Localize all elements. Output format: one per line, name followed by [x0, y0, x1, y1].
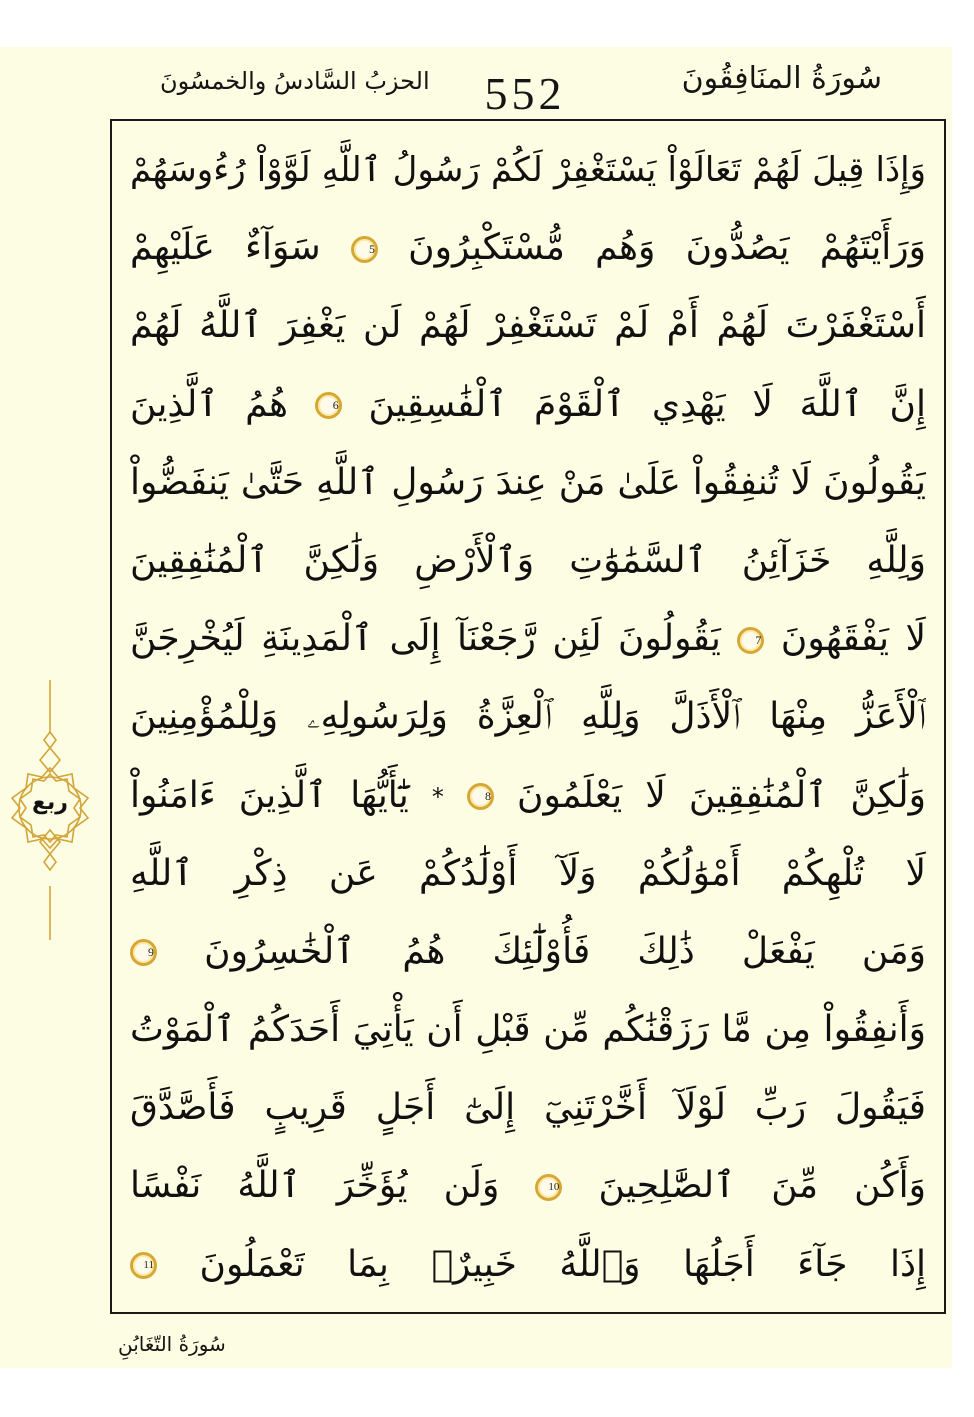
hizb-title: الحزبُ السَّادسُ والخمسُونَ [160, 67, 430, 95]
verse-number-marker: 7 [737, 627, 764, 654]
verse-number-marker: 11 [130, 1252, 157, 1279]
verse-text: يَٰٓأَيُّهَا ٱلَّذِينَ ءَامَنُواْ [130, 774, 409, 816]
verse-text: ٱلْأَعَزُّ مِنْهَا ٱلْأَذَلَّ وَلِلَّهِ ٱلْعِزَّةُ وَلِرَسُولِهِۦ وَلِلْمُؤْمِنِينَ [130, 696, 926, 738]
verse-line [130, 913, 926, 991]
verse-line [130, 757, 926, 835]
verse-text: وَرَأَيْتَهُمْ يَصُدُّونَ وَهُم مُّسْتَكْبِرُونَ [408, 227, 926, 269]
verse-number-marker: 5 [351, 236, 378, 263]
page-number: 552 [484, 68, 566, 119]
verse-line [130, 366, 926, 444]
next-surah-catchword: سُورَةُ التّغَابُنِ [118, 1332, 226, 1356]
verse-line [130, 209, 926, 287]
verse-line [130, 1069, 926, 1147]
surah-title: سُورَةُ المنَافِقُونَ [681, 61, 882, 96]
rub-label: ربع [32, 790, 68, 815]
verse-number-marker: 8 [467, 783, 494, 810]
verse-text: يَقُولُونَ لَا تُنفِقُواْ عَلَىٰ مَنْ عِندَ رَسُولِ ٱللَّهِ حَتَّىٰ يَنفَضُّواْ [130, 461, 926, 503]
verse-text: هُمُ ٱلَّذِينَ [130, 383, 289, 425]
verse-number-marker: 6 [315, 392, 342, 419]
verse-text: إِنَّ ٱللَّهَ لَا يَهْدِي ٱلْقَوْمَ ٱلْفَٰسِقِينَ [368, 383, 926, 425]
verse-line [130, 678, 926, 756]
verse-text: أَسْتَغْفَرْتَ لَهُمْ أَمْ لَمْ تَسْتَغْفِرْ لَهُمْ لَن يَغْفِرَ ٱللَّهُ لَهُمْ [130, 305, 926, 347]
text-frame [110, 119, 946, 1314]
verse-number-marker: 9 [130, 939, 157, 966]
verse-text: وَأَكُن مِّنَ ٱلصَّٰلِحِينَ [598, 1165, 926, 1207]
verse-lines [130, 131, 926, 1298]
mushaf-page [0, 47, 952, 1368]
verse-text: يَقُولُونَ لَئِن رَّجَعْنَآ إِلَى ٱلْمَدِينَةِ لَيُخْرِجَنَّ [130, 618, 721, 660]
verse-line [130, 1147, 926, 1225]
verse-text: وَمَن يَفْعَلْ ذَٰلِكَ فَأُوْلَٰٓئِكَ هُمُ ٱلْخَٰسِرُونَ [204, 930, 926, 972]
verse-text: وَلِلَّهِ خَزَآئِنُ ٱلسَّمَٰوَٰتِ وَٱلْأَرْضِ وَلَٰكِنَّ ٱلْمُنَٰفِقِينَ [130, 539, 926, 581]
verse-text: وَلَن يُؤَخِّرَ ٱللَّهُ نَفْسًا [130, 1165, 500, 1207]
verse-number-marker: 10 [535, 1174, 562, 1201]
verse-text: وَلَٰكِنَّ ٱلْمُنَٰفِقِينَ لَا يَعْلَمُونَ [517, 774, 926, 816]
verse-text: فَيَقُولَ رَبِّ لَوْلَآ أَخَّرْتَنِيٓ إِلَىٰٓ أَجَلٍ قَرِيبٍ فَأَصَّدَّقَ [130, 1087, 926, 1129]
verse-line [130, 522, 926, 600]
verse-text: سَوَآءٌ عَلَيْهِمْ [130, 227, 321, 269]
verse-line [130, 131, 926, 209]
verse-line [130, 600, 926, 678]
verse-text: وَإِذَا قِيلَ لَهُمْ تَعَالَوْاْ يَسْتَغْفِرْ لَكُمْ رَسُولُ ٱللَّهِ لَوَّوْاْ رُءُوسَهُمْ [130, 150, 926, 190]
verse-line [130, 835, 926, 913]
verse-text: إِذَا جَآءَ أَجَلُهَا وَٱللَّهُ خَبِيرٌۢ بِمَا تَعْمَلُونَ [199, 1243, 926, 1285]
verse-line [130, 444, 926, 522]
verse-line [130, 287, 926, 365]
verse-text: لَا يَفْقَهُونَ [780, 618, 926, 660]
verse-text: وَأَنفِقُواْ مِن مَّا رَزَقْنَٰكُم مِّن قَبْلِ أَن يَأْتِيَ أَحَدَكُمُ ٱلْمَوْتُ [130, 1009, 926, 1051]
rub-marker [0, 680, 92, 940]
sajdah-star-icon: * [431, 782, 444, 811]
verse-line [130, 1226, 926, 1304]
verse-text: لَا تُلْهِكُمْ أَمْوَٰلُكُمْ وَلَآ أَوْلَٰدُكُمْ عَن ذِكْرِ ٱللَّهِ [130, 852, 926, 894]
verse-line [130, 991, 926, 1069]
